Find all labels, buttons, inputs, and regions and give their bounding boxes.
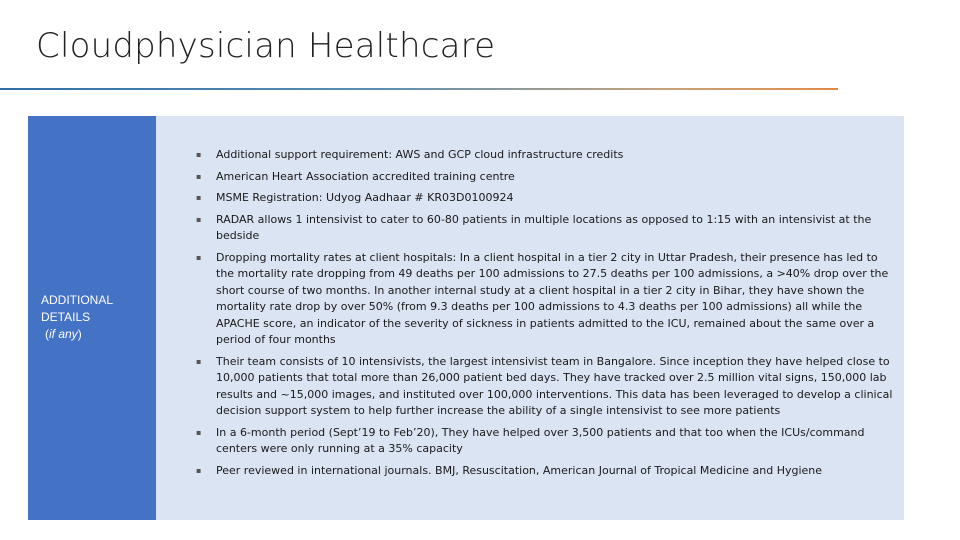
square-bullet-icon: ▪ [196, 193, 202, 202]
list-item [196, 354, 896, 420]
list-item-text: Additional support requirement: AWS and GCP cloud infrastructure credits [216, 148, 624, 161]
category-label-note: (if any) [45, 327, 82, 341]
square-bullet-icon: ▪ [196, 150, 202, 159]
list-item-text: RADAR allows 1 intensivist to cater to 60-80 patients in multiple locations as opposed to 1:15 with an intensivist at the bedside [216, 212, 872, 242]
list-item [196, 212, 896, 245]
list-item [196, 425, 896, 458]
category-label [41, 292, 113, 343]
details-list [196, 147, 896, 479]
square-bullet-icon: ▪ [196, 252, 202, 262]
square-bullet-icon: ▪ [196, 214, 202, 224]
sidebar-category [28, 116, 156, 520]
list-item-text: American Heart Association accredited training centre [216, 169, 515, 183]
slide-title: Cloudphysician Healthcare [36, 26, 496, 66]
category-label-note-italic: if any [49, 327, 78, 341]
list-item-text: Their team consists of 10 intensivists, the largest intensivist team in Bangalore. Since inception they have helped close to 10,000 patients that total more than 26,000 patient bed days. They have tracked over 2.5 million vital signs, 150,000 lab results and ~15,000 images, and instituted over 100,000 interventions. This data has been leveraged to develop a clinical decision support system to help further increase the ability of a single intensivist to see more patients [216, 354, 893, 417]
list-item [196, 169, 896, 186]
category-label-line2: DETAILS [41, 310, 91, 324]
list-item [196, 147, 896, 164]
square-bullet-icon: ▪ [196, 356, 202, 366]
title-divider [0, 88, 838, 90]
list-item [196, 463, 896, 480]
details-panel [28, 116, 904, 520]
square-bullet-icon: ▪ [196, 427, 202, 437]
list-item [196, 250, 896, 349]
square-bullet-icon: ▪ [196, 171, 202, 181]
list-item-text: In a 6-month period (Sept’19 to Feb’20), They have helped over 3,500 patients and that too when the ICUs/command centers were only running at a 35% capacity [216, 425, 865, 455]
list-item-text: Dropping mortality rates at client hospitals: In a client hospital in a tier 2 city in Uttar Pradesh, their presence has led to the mortality rate dropping from 49 deaths per 100 admissions to 27.5 deaths per 100 admissions, a >40% drop over the short course of two months. In another internal study at a client hospital in a tier 2 city in Bihar, they have shown the mortality rate drop by over 50% (from 9.3 deaths per 100 admissions to 4.3 deaths per 100 admissions) all while the APACHE score, an indicator of the severity of sickness in patients admitted to the ICU, remained about the same over a period of four months [216, 250, 889, 346]
square-bullet-icon: ▪ [196, 465, 202, 475]
list-item-text: MSME Registration: Udyog Aadhaar # KR03D0100924 [216, 191, 514, 204]
list-item [196, 190, 896, 207]
category-label-line1: ADDITIONAL [41, 293, 114, 307]
list-item-text: Peer reviewed in international journals. BMJ, Resuscitation, American Journal of Tropical Medicine and Hygiene [216, 463, 823, 477]
